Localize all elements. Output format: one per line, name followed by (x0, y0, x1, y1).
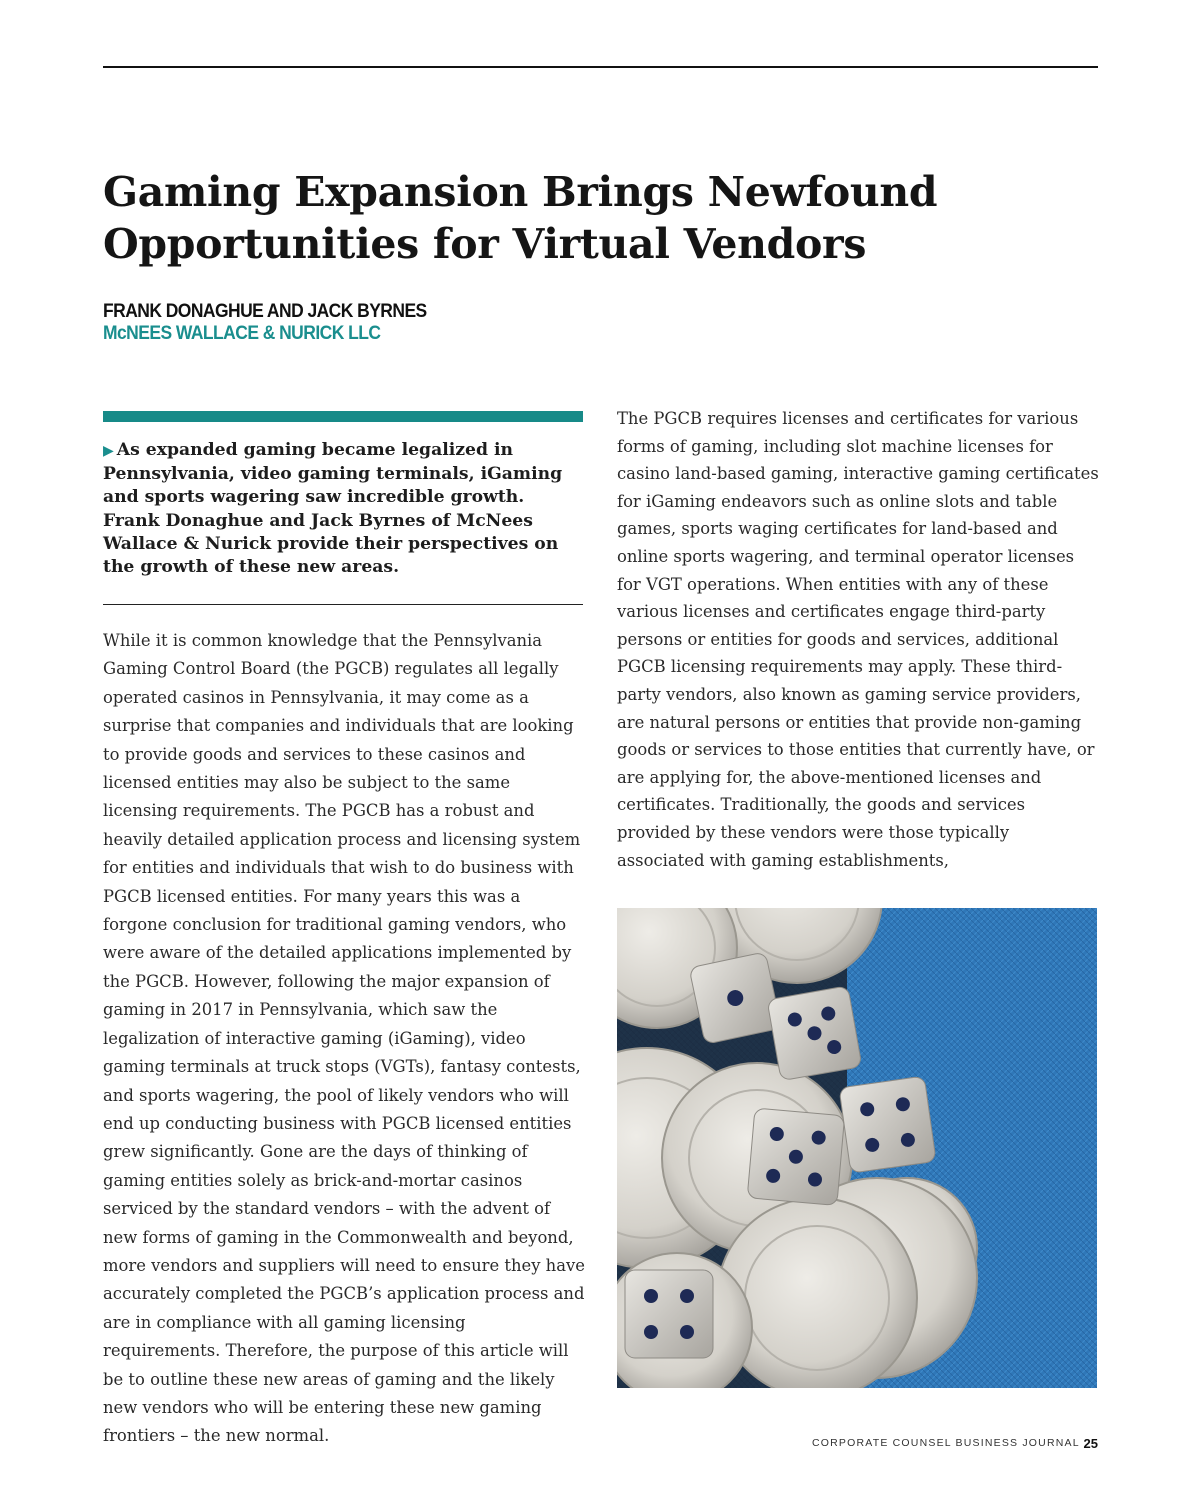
article-title: Gaming Expansion Brings Newfound Opportunities for Virtual Vendors (103, 168, 938, 268)
casino-chips-dice-photo (617, 908, 1097, 1388)
intro-text: As expanded gaming became legalized in Pennsylvania, video gaming terminals, iGaming and sports wagering saw incredible growth. Frank Donaghue and Jack Byrnes of McNees Wallace & Nurick provide their perspectives on the growth of these new areas. (103, 440, 563, 578)
body-column-left (103, 627, 585, 1451)
author-firm: McNEES WALLACE & NURICK LLC (103, 323, 381, 344)
page-number: 25 (1083, 1435, 1098, 1451)
chips-dice-illustration (617, 908, 1097, 1388)
body-paragraph-right: The PGCB requires licenses and certificates for various forms of gaming, including slot machine licenses for casino land-based gaming, interactive gaming certificates for iGaming endeavors such as online slots and table games, sports waging certificates for land-based and online sports wagering, and terminal operator licenses for VGT operations. When entities with any of these various licenses and certificates engage third-party persons or entities for goods and services, additional PGCB licensing requirements may apply. These third-party vendors, also known as gaming service providers, are natural persons or entities that provide non-gaming goods or services to those entities that currently have, or are applying for, the above-mentioned licenses and certificates. Traditionally, the goods and services provided by these vendors were those typically associated with gaming establishments, (617, 409, 1099, 870)
journal-name: CORPORATE COUNSEL BUSINESS JOURNAL (812, 1437, 1080, 1449)
intro-accent-bar (103, 411, 583, 422)
article-authors: FRANK DONAGHUE AND JACK BYRNES (103, 301, 427, 322)
body-paragraph-left: While it is common knowledge that the Pennsylvania Gaming Control Board (the PGCB) regulates all legally operated casinos in Pennsylvania, it may come as a surprise that companies and individuals that are looking to provide goods and services to these casinos and licensed entities may also be subject to the same licensing requirements. The PGCB has a robust and heavily detailed application process and licensing system for entities and individuals that wish to do business with PGCB licensed entities. For many years this was a forgone conclusion for traditional gaming vendors, who were aware of the detailed applications implemented by the PGCB. However, following the major expansion of gaming in 2017 in Pennsylvania, which saw the legalization of interactive gaming (iGaming), video gaming terminals at truck stops (VGTs), fantasy contests, and sports wagering, the pool of likely vendors who will end up conducting business with PGCB licensed entities grew significantly. Gone are the days of thinking of gaming entities solely as brick-and-mortar casinos serviced by the standard vendors – with the advent of new forms of gaming in the Commonwealth and beyond, more vendors and suppliers will need to ensure they have accurately completed the PGCB’s application process and are in compliance with all gaming licensing requirements. Therefore, the purpose of this article will be to outline these new areas of gaming and the likely new vendors who will be entering these new gaming frontiers – the new normal. (103, 631, 585, 1446)
body-column-right (617, 405, 1099, 874)
play-arrow-icon: ▶ (103, 443, 114, 459)
top-rule (103, 66, 1098, 68)
byline (103, 301, 455, 345)
intro-divider (103, 604, 583, 605)
article-intro (103, 439, 583, 579)
page-footer (812, 1433, 1098, 1453)
